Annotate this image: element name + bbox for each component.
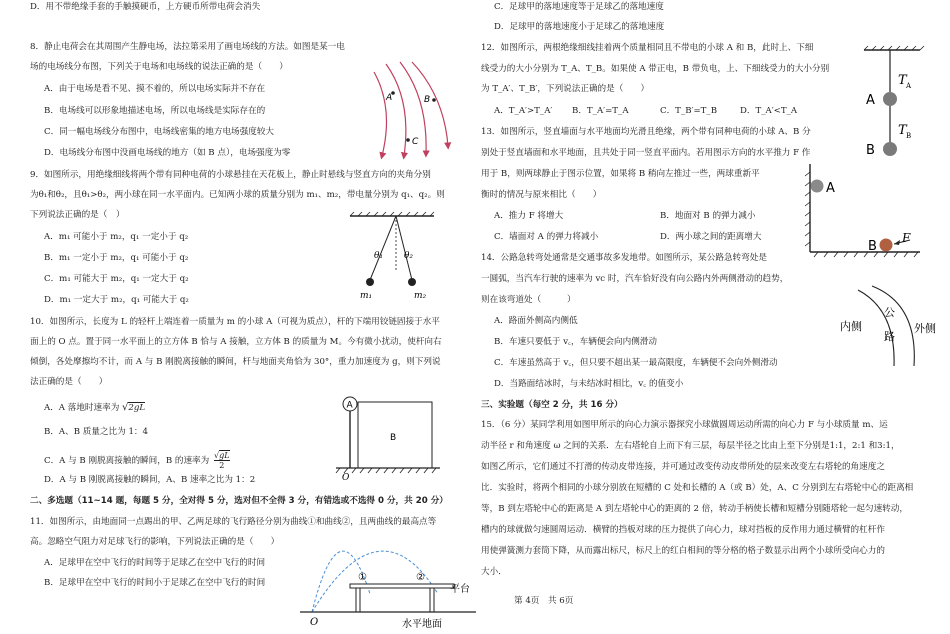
- q10-rod-cube-figure: [336, 394, 442, 483]
- ball-b-label: B: [868, 239, 877, 254]
- q7-option-d: D．用不带绝缘手套的手触摸硬币，上方硬币所带电荷会消失: [30, 2, 261, 12]
- q13-stem-line1: 13．如图所示，竖直墙面与水平地面均光滑且绝缘，两个带有同种电荷的小球 A、B 分: [481, 127, 811, 137]
- q12-stem-line2: 线受力的大小分别为 T_A、T_B。如果使 A 带正电，B 带负电，上、下细线受力的大小分别: [481, 64, 830, 74]
- q13-stem-line3: 用于 B，则两球静止于图示位置，如果将 B 稍向左推过一些，两球重新平: [481, 169, 760, 179]
- q9-stem-line3: 下列说法正确的是（ ）: [30, 210, 125, 220]
- q9-hanging-balls-figure: [350, 212, 440, 300]
- section-3-heading: 三、实验题（每空 2 分，共 16 分）: [481, 400, 623, 410]
- ball-a: [883, 92, 897, 106]
- q14-option-c: C．车速虽然高于 v꜀，但只要不超出某一最高限度，车辆便不会向外侧滑动: [494, 358, 778, 368]
- q8-stem-line2: 场的电场线分布图，下列关于电场和电场线的说法正确的是（ ）: [30, 62, 288, 72]
- q14-option-d: D．当路面结冰时，与未结冰时相比，v꜀ 的值变小: [494, 379, 684, 389]
- q10-option-d: D．A 与 B 刚脱离接触的瞬间，A、B 速率之比为 1：2: [44, 475, 256, 485]
- q15-line7: 用使弹簧测力套筒下降，从而露出标尺，标尺上的红白相间的等分格的格子数显示出两个小球所受向心力的: [481, 546, 885, 556]
- ground-label: 水平地面: [402, 619, 442, 630]
- ball-a-label: A: [346, 400, 353, 411]
- tension-b-label: T: [898, 123, 907, 138]
- m1-label: m₁: [360, 291, 373, 301]
- q11-stem-line1: 11．如图所示，由地面同一点踢出的甲、乙两足球的飞行路径分别为曲线①和曲线②，且两曲线的最高点等: [30, 517, 437, 527]
- page-footer: 第 4页 共 6页: [514, 596, 574, 606]
- field-line: [374, 72, 387, 156]
- force-f-label: F: [902, 231, 911, 245]
- road-label-2: 路: [884, 330, 895, 343]
- q12-option-c: C．T_B′=T_B: [660, 106, 718, 116]
- q12-stem-line1: 12．如图所示，两根绝缘细线挂着两个质量相同且不带电的小球 A 和 B，此时上、下细: [481, 43, 814, 53]
- ball-a: [811, 180, 824, 193]
- q12-stem-line3: 为 T_A′、T_B′，下列说法正确的是（ ）: [481, 84, 650, 94]
- platform-label: 平台: [450, 584, 470, 595]
- q12-two-balls-figure: [858, 44, 938, 160]
- road-inner-edge: [858, 290, 894, 366]
- q15-line5: 等，B 到左塔轮中心的距离是 A 到左塔轮中心的距离的 2 倍，转动手柄使长槽和短槽分别随塔轮一起匀速转动，: [481, 504, 908, 514]
- q11-option-c: C．足球甲的落地速度等于足球乙的落地速度: [494, 2, 664, 12]
- q10-stem-line1: 10．如图所示，长度为 L 的轻杆上端连着一质量为 m 的小球 A（可视为质点），杆的下端用铰链固接于水平: [30, 317, 440, 327]
- point-c-dot: [406, 138, 410, 142]
- q14-option-a: A．路面外侧高内侧低: [494, 316, 578, 326]
- section-2-heading: 二、多选题（11~14 题，每题 5 分，全对得 5 分，选对但不全得 3 分，有错选或不选得 0 分，共 20 分）: [30, 496, 448, 506]
- q11-option-a: A．足球甲在空中飞行的时间等于足球乙在空中飞行的时间: [44, 558, 266, 568]
- q11-stem-line2: 高。忽略空气阻力对足球飞行的影响，下列说法正确的是（ ）: [30, 537, 280, 547]
- origin-o-label: O: [310, 617, 319, 628]
- q13-option-c: C．墙面对 A 的弹力将减小: [494, 232, 599, 242]
- q15-line4: 比．实验时，将两个相同的小球分别放在短槽的 C 处和长槽的 A（或 B）处，A、C 分别到左右塔轮中心的距离相: [481, 483, 914, 493]
- ball-b: [880, 239, 893, 252]
- point-b-label: B: [424, 95, 431, 105]
- point-c-label: C: [412, 137, 419, 147]
- q14-stem-line3: 则在该弯道处（ ）: [481, 295, 576, 305]
- q11-option-d: D．足球甲的落地速度小于足球乙的落地速度: [494, 22, 665, 32]
- q14-option-b: B．车速只要低于 v꜀，车辆便会向内侧滑动: [494, 337, 657, 347]
- q14-curved-road-figure: [826, 286, 946, 368]
- point-b-dot: [432, 98, 436, 102]
- q13-stem-line4: 衡时的情况与原来相比（ ）: [481, 190, 602, 200]
- outer-side-label: 外侧: [914, 322, 936, 335]
- string-2: [396, 216, 412, 280]
- q13-option-b: B．地面对 B 的弹力减小: [660, 211, 756, 221]
- road-label-1: 公: [884, 306, 895, 319]
- q15-line6: 槽内的球就做匀速圆周运动．横臂的挡板对球的压力提供了向心力，球对挡板的反作用力通过横臂的杠杆作: [481, 525, 885, 535]
- q9-option-b: B．m₁ 一定小于 m₂，q₁ 可能小于 q₂: [44, 253, 189, 263]
- q13-stem-line2: 别处于竖直墙面和水平地面，且共处于同一竖直平面内。若用图示方向的水平推力 F 作: [481, 148, 811, 158]
- q10-option-b: B．A、B 质量之比为 1：4: [44, 427, 148, 437]
- q15-line2: 动半径 r 和角速度 ω 之间的关系．左右塔轮自上而下有三层，每层半径之比由上至下分别是1:1，2:1 和3:1，: [481, 441, 900, 451]
- q8-field-line-figure: [370, 60, 450, 160]
- ball-b: [883, 142, 897, 156]
- q15-line1: 15．（6 分）某同学利用如图甲所示的向心力演示器探究小球做圆周运动所需的向心力 F 与小球质量 m、运: [481, 420, 888, 430]
- curve-2-label: ②: [416, 572, 425, 583]
- platform: [350, 584, 454, 588]
- tension-a-label: T: [898, 73, 907, 88]
- q15-line8: 大小．: [481, 567, 507, 577]
- q10-stem-line3: 倾倒，各处摩擦均不计，而 A 与 B 刚脱离接触的瞬间，杆与地面夹角恰为 30°，重力加速度为 g，则下列说: [30, 357, 441, 367]
- q9-option-d: D．m₁ 一定大于 m₂，q₁ 可能大于 q₂: [44, 295, 189, 305]
- q12-option-a: A．T_A′>T_A′: [494, 106, 553, 116]
- ball-m1: [366, 278, 374, 286]
- q10-option-c: C．A 与 B 刚脱离接触的瞬间，B 的速率为 $\frac{√gL}{2}$: [44, 451, 230, 470]
- q9-option-c: C．m₁ 可能大于 m₂，q₁ 一定大于 q₂: [44, 274, 189, 284]
- q11-trajectory-figure: [300, 530, 480, 632]
- ball-m2: [408, 278, 416, 286]
- q8-stem-line1: 8．静止电荷会在其周围产生静电场，法拉第采用了画电场线的方法。如图是某一电: [30, 42, 345, 52]
- tension-b-sub: B: [906, 132, 912, 140]
- ball-b-label: B: [866, 143, 875, 158]
- cube-b-label: B: [390, 433, 397, 443]
- q8-option-d: D．电场线分布图中没画电场线的地方（如 B 点），电场强度为零: [44, 148, 291, 158]
- m2-label: m₂: [414, 291, 427, 301]
- q10-option-a: A．A 落地时速率为 √2gL: [44, 402, 146, 413]
- q10-stem-line4: 法正确的是（ ）: [30, 377, 108, 387]
- tension-a-sub: A: [906, 82, 912, 90]
- ball-a-label: A: [826, 181, 835, 196]
- point-a-label: A: [386, 93, 393, 103]
- ball-a-label: A: [866, 93, 875, 108]
- q14-stem-line2: 一圆弧，当汽车行驶的速率为 vc 时，汽车恰好没有向公路内外两侧滑动的趋势，: [481, 274, 789, 284]
- string-1: [370, 216, 396, 280]
- q13-wall-floor-figure: [804, 164, 924, 262]
- q9-stem-line1: 9．如图所示，用绝缘细线将两个带有同种电荷的小球悬挂在天花板上，静止时悬线与竖直方向的夹角分别: [30, 170, 431, 180]
- q13-option-d: D．两小球之间的距离增大: [660, 232, 762, 242]
- pivot-o-label: O: [342, 473, 350, 483]
- curve-1-label: ①: [358, 572, 367, 583]
- q12-option-d: D．T_A′<T_A: [740, 106, 798, 116]
- q9-option-a: A．m₁ 可能小于 m₂，q₁ 一定小于 q₂: [44, 232, 189, 242]
- inner-side-label: 内侧: [840, 320, 862, 333]
- road-outer-edge: [872, 286, 914, 366]
- q12-option-b: B．T_A′=T_A: [572, 106, 629, 116]
- q14-stem-line1: 14．公路急转弯处通常是交通事故多发地带。如图所示，某公路急转弯处是: [481, 253, 767, 263]
- q13-option-a: A．推力 F 将增大: [494, 211, 564, 221]
- q8-option-a: A．由于电场是看不见、摸不着的，所以电场实际并不存在: [44, 84, 266, 94]
- q10-stem-line2: 面上的 O 点。置于同一水平面上的立方体 B 恰与 A 接触，立方体 B 的质量为 M。今有微小扰动，使杆向右: [30, 337, 442, 347]
- q15-line3: 如图乙所示，它们通过不打滑的传动皮带连接，并可通过改变传动皮带所处的层来改变左右塔轮的角速度之: [481, 462, 885, 472]
- q11-option-b: B．足球甲在空中飞行的时间小于足球乙在空中飞行的时间: [44, 578, 266, 588]
- theta1-label: θ₁: [374, 251, 384, 261]
- field-line: [386, 64, 406, 156]
- q9-stem-line2: 为θ₁和θ₂，且θ₁>θ₂，两小球在同一水平面内。已知两小球的质量分别为 m₁、m₂，带电量分别为 q₁、q₂。则: [30, 190, 445, 200]
- q8-option-b: B．电场线可以形象地描述电场，所以电场线是实际存在的: [44, 106, 266, 116]
- theta2-label: θ₂: [404, 251, 414, 261]
- q8-option-c: C．同一幅电场线分布图中，电场线密集的地方电场强度较大: [44, 127, 275, 137]
